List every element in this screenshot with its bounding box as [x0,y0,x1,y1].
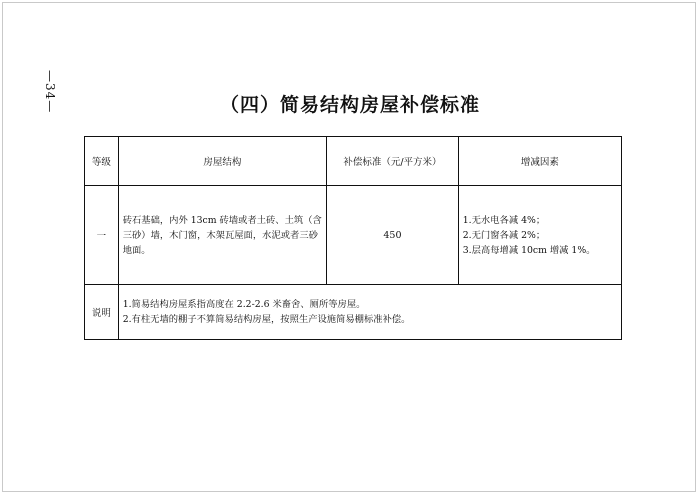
note-row [85,285,622,340]
note-content [118,285,621,340]
cell-structure: 砖石基础，内外 13cm 砖墙或者土砖、土筑（含三砂）墙，木门窗，木架瓦屋面，水泥或者三砂地面。 [118,186,326,285]
compensation-table [84,136,622,340]
factor-line: 3.层高每增减 10cm 增减 1%。 [462,244,596,256]
factor-line: 2.无门窗各减 2%； [462,229,546,241]
cell-grade: 一 [85,186,119,285]
note-label: 说明 [85,285,119,340]
header-standard: 补偿标准（元/平方米） [327,137,459,186]
cell-factors [458,186,621,285]
header-structure: 房屋结构 [118,137,326,186]
header-factors: 增减因素 [458,137,621,186]
page-title: （四）简易结构房屋补偿标准 [219,94,480,116]
note-line: 2.有柱无墙的棚子不算简易结构房屋，按照生产设施简易棚标准补偿。 [122,314,411,325]
cell-standard: 450 [327,186,459,285]
header-grade: 等级 [85,137,119,186]
note-line: 1.简易结构房屋系指高度在 2.2-2.6 米畜舍、厕所等房屋。 [122,299,366,310]
page-number: —34— [43,70,57,114]
factor-line: 1.无水电各减 4%； [462,214,546,226]
table-row [85,186,622,285]
table-header-row [85,137,622,186]
